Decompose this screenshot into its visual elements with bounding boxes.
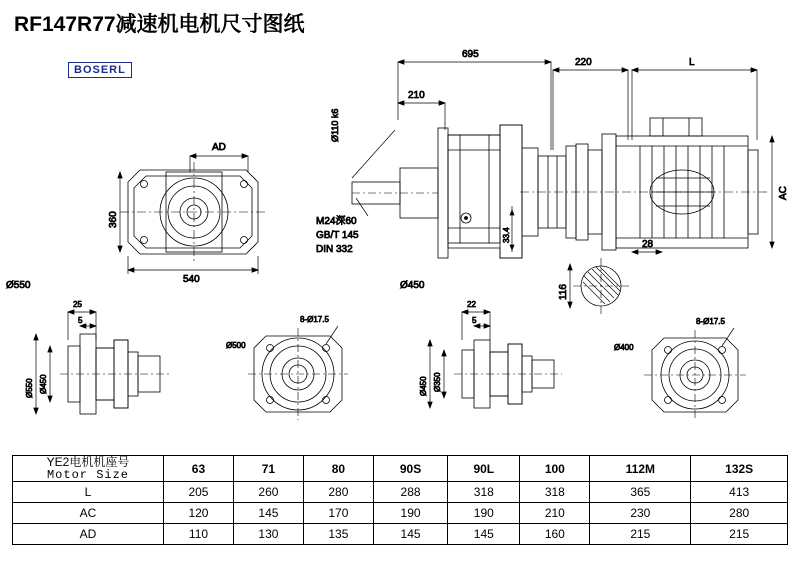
table-cell: 190: [373, 503, 447, 524]
table-size-cell: 90L: [448, 456, 520, 482]
dim-220: 220: [575, 57, 592, 68]
table-cell: 413: [691, 482, 788, 503]
table-header-label-en: Motor Size: [46, 467, 129, 482]
dim-210: 210: [408, 90, 425, 101]
table-cell: 365: [590, 482, 691, 503]
table-cell: 170: [303, 503, 373, 524]
note-thread-1: M24深60: [316, 216, 357, 227]
table-cell: 280: [303, 482, 373, 503]
table-header-label: [13, 456, 164, 482]
table-row: [13, 524, 788, 545]
dim-AD: AD: [212, 142, 226, 153]
table-cell: 110: [164, 524, 234, 545]
table-row: [13, 482, 788, 503]
table-row: [13, 456, 788, 482]
table-header-label-cn: YE2电机机座号: [46, 455, 130, 469]
dim-28: 28: [642, 239, 654, 250]
table-cell: 145: [448, 524, 520, 545]
table-cell: 120: [164, 503, 234, 524]
spec-table: [12, 455, 788, 545]
table-cell: 260: [233, 482, 303, 503]
dim-d450-left: Ø450: [39, 374, 48, 394]
page-title: RF147R77减速机电机尺寸图纸: [14, 13, 305, 36]
table-size-cell: 71: [233, 456, 303, 482]
dim-holes-b: 8-Ø17.5: [696, 317, 725, 326]
table-size-cell: 63: [164, 456, 234, 482]
dim-33-4: 33.4: [502, 227, 511, 243]
table-cell: 230: [590, 503, 691, 524]
table-row: [13, 503, 788, 524]
dim-d400: Ø400: [614, 343, 634, 352]
table-size-cell: 100: [520, 456, 590, 482]
dim-d550-left: Ø550: [25, 378, 34, 398]
dim-d550-top: Ø550: [6, 280, 31, 291]
table-row-label: AC: [13, 503, 164, 524]
note-thread-3: DIN 332: [316, 244, 353, 255]
table-row-label: L: [13, 482, 164, 503]
table-size-cell: 132S: [691, 456, 788, 482]
note-thread-2: GB/T 145: [316, 230, 359, 241]
table-cell: 288: [373, 482, 447, 503]
table-row-label: AD: [13, 524, 164, 545]
brand-logo: BOSERL: [68, 62, 132, 78]
dim-116: 116: [558, 284, 569, 300]
table-cell: 318: [520, 482, 590, 503]
dim-d350-mid: Ø350: [433, 372, 442, 392]
table-cell: 215: [691, 524, 788, 545]
dim-AC: AC: [778, 186, 789, 200]
table-cell: 160: [520, 524, 590, 545]
dim-22: 22: [467, 300, 476, 309]
table-cell: 215: [590, 524, 691, 545]
table-cell: 318: [448, 482, 520, 503]
dim-d500: Ø500: [226, 341, 246, 350]
table-cell: 205: [164, 482, 234, 503]
table-cell: 135: [303, 524, 373, 545]
dim-5-left: 5: [78, 316, 83, 325]
table-cell: 145: [373, 524, 447, 545]
table-cell: 145: [233, 503, 303, 524]
dim-holes-a: 8-Ø17.5: [300, 315, 329, 324]
dim-25: 25: [73, 300, 82, 309]
table-size-cell: 90S: [373, 456, 447, 482]
table-cell: 280: [691, 503, 788, 524]
table-cell: 210: [520, 503, 590, 524]
dim-5-mid: 5: [472, 316, 477, 325]
dim-d450-mid: Ø450: [419, 376, 428, 396]
table-cell: 190: [448, 503, 520, 524]
table-cell: 130: [233, 524, 303, 545]
dim-360: 360: [108, 211, 119, 228]
dim-d450-top: Ø450: [400, 280, 425, 291]
dim-L: L: [689, 57, 695, 68]
table-size-cell: 80: [303, 456, 373, 482]
dim-d110: Ø110 k6: [330, 108, 340, 142]
dim-540: 540: [183, 274, 200, 285]
table-size-cell: 112M: [590, 456, 691, 482]
dim-695: 695: [462, 49, 479, 60]
